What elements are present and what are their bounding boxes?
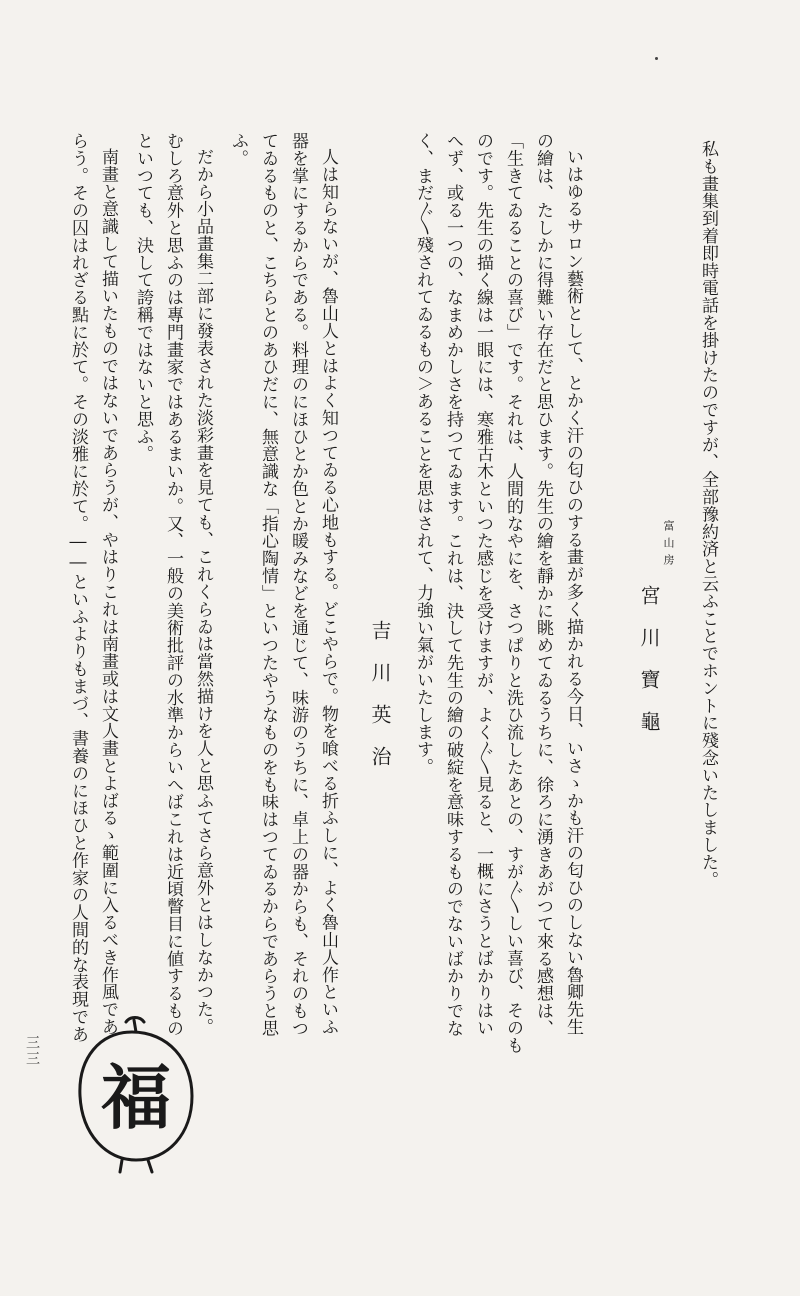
paragraph-line: 「生きてゐることの喜び」です。それは、人間的なやにを、さつぱりと洗ひ流したあとの、すが〲しい喜び、そのも (503, 132, 523, 1054)
author-affiliation: 富山房 (662, 520, 675, 571)
paragraph-line: だから小品畫集二部に發表された淡彩畫を見ても、これくらゐは當然描けを人と思ふてさら意外とはしなかつた。 (193, 148, 213, 1036)
paragraph-line: 南畫と意識して描いたものではないであらうが、やはりこれは南畫或は文人畫とよばるゝ範圍に入るべき作風であ (98, 148, 118, 1036)
paragraph-line: 器を掌にするからである。料理のにほひとか色とか暖みなどを通じて、味游のうちに、卓上の器からも、それのもつ (288, 132, 308, 1037)
paragraph-line: 人は知らないが、魯山人とはよく知つてゐる心地もする。どこやらで。物を喰べる折ふしに、よく魯山人作といふ (318, 148, 338, 1036)
paper-speck (655, 57, 658, 60)
paragraph-line: てゐるものと、こちらとのあひだに、無意識な「指心陶情」といつたやうなものをも味はつてゐるからであらうと思 (258, 132, 278, 1037)
paragraph-line: むしろ意外と思ふのは專門畫家ではあるまいか。又、一般の美術批評の水準からいへばこれは近頃瞥目に値するもの (163, 132, 183, 1037)
lead-sentence: 私も畫集到着即時電話を掛けたのですが、全部豫約済と云ふことでホントに殘念いたしました。 (698, 140, 718, 889)
paragraph-line: の繪は、たしかに得難い存在だと思ひます。先生の繪を靜かに眺めてゐるうちに、徐ろに湧きあがつて來る感想は、 (533, 132, 553, 1037)
page-number: 三三 (24, 1035, 40, 1067)
paragraph-line: ふ。 (228, 132, 248, 167)
fuku-seal-stamp (70, 1010, 200, 1180)
paragraph-line: らう。その囚はれざる點に於て。その淡雅に於て。――といふよりもまづ、書養のにほひと作家の人間的な表現であ (68, 132, 88, 1043)
author-name-1: 宮川寶龜 (637, 585, 661, 753)
paragraph-line: いはゆるサロン藝術として、とかく汗の匂ひのする畫が多く描かれる今日、いさゝかも汗の匂ひのしない魯卿先生 (563, 148, 583, 1036)
author-name-2: 吉川英治 (368, 620, 392, 788)
paragraph-line: といつても、決して誇稱ではないと思ふ。 (133, 132, 153, 463)
paragraph-line: く、まだ〲殘されてゐるもの＞あることを思はされて、力強い氣がいたします。 (413, 132, 433, 776)
paragraph-line: へず、或る一つの、なまめかしさを持つてゐます。これは、決して先生の繪の破綻を意味するものでないばかりでな (443, 132, 463, 1037)
seal-character: 福 (101, 1056, 171, 1139)
paragraph-line: のです。先生の描く線は一眼には、寒雅古木といつた感じを受けますが、よく〲見ると、一概にさうとばかりはい (473, 132, 493, 1037)
